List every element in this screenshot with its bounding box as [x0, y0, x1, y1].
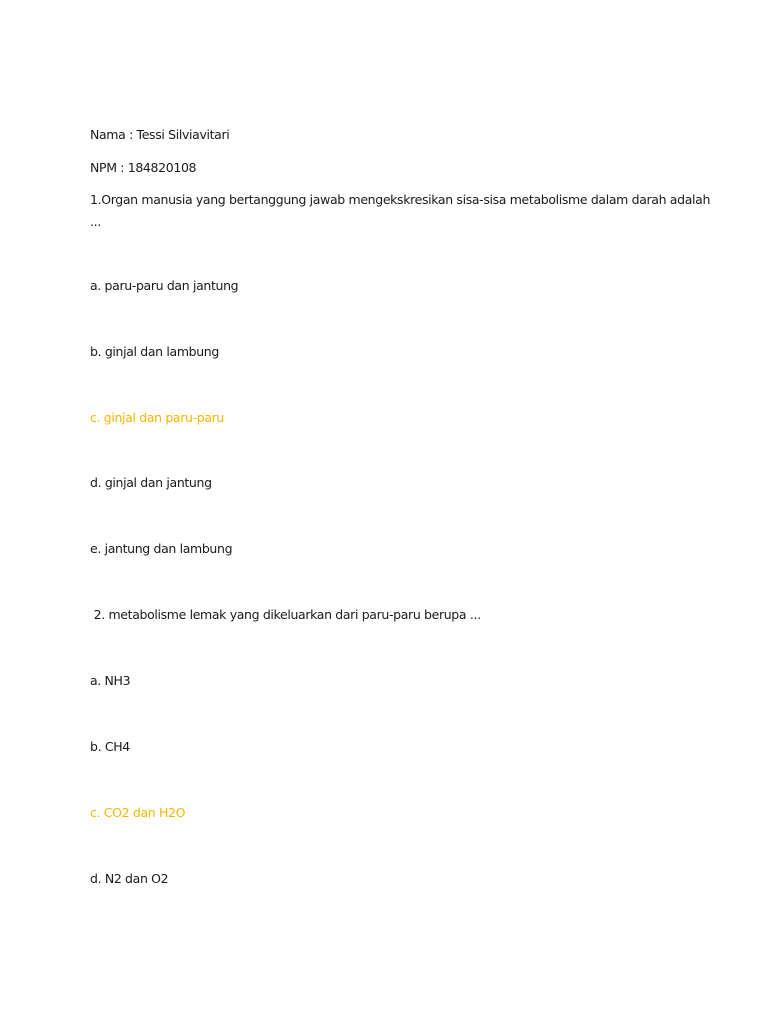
question-1-option-a: a. paru-paru dan jantung [90, 278, 239, 293]
question-2-option-b: b. CH4 [90, 739, 130, 754]
question-2-option-a: a. NH3 [90, 673, 131, 688]
student-name: Nama : Tessi Silviavitari [90, 127, 230, 142]
question-1-text: 1.Organ manusia yang bertanggung jawab mengekskresikan sisa-sisa metabolisme dalam darah adalah [90, 192, 711, 207]
student-npm: NPM : 184820108 [90, 160, 197, 175]
question-1-option-c-answer: c. ginjal dan paru-paru [90, 410, 224, 425]
question-1-option-d: d. ginjal dan jantung [90, 475, 212, 490]
question-2-option-d: d. N2 dan O2 [90, 871, 169, 886]
question-1-option-b: b. ginjal dan lambung [90, 344, 219, 359]
question-1-text-continuation: ... [90, 214, 101, 229]
question-2-option-c-answer: c. CO2 dan H2O [90, 805, 186, 820]
question-2-text: 2. metabolisme lemak yang dikeluarkan dari paru-paru berupa ... [90, 607, 481, 622]
question-1-option-e: e. jantung dan lambung [90, 541, 233, 556]
